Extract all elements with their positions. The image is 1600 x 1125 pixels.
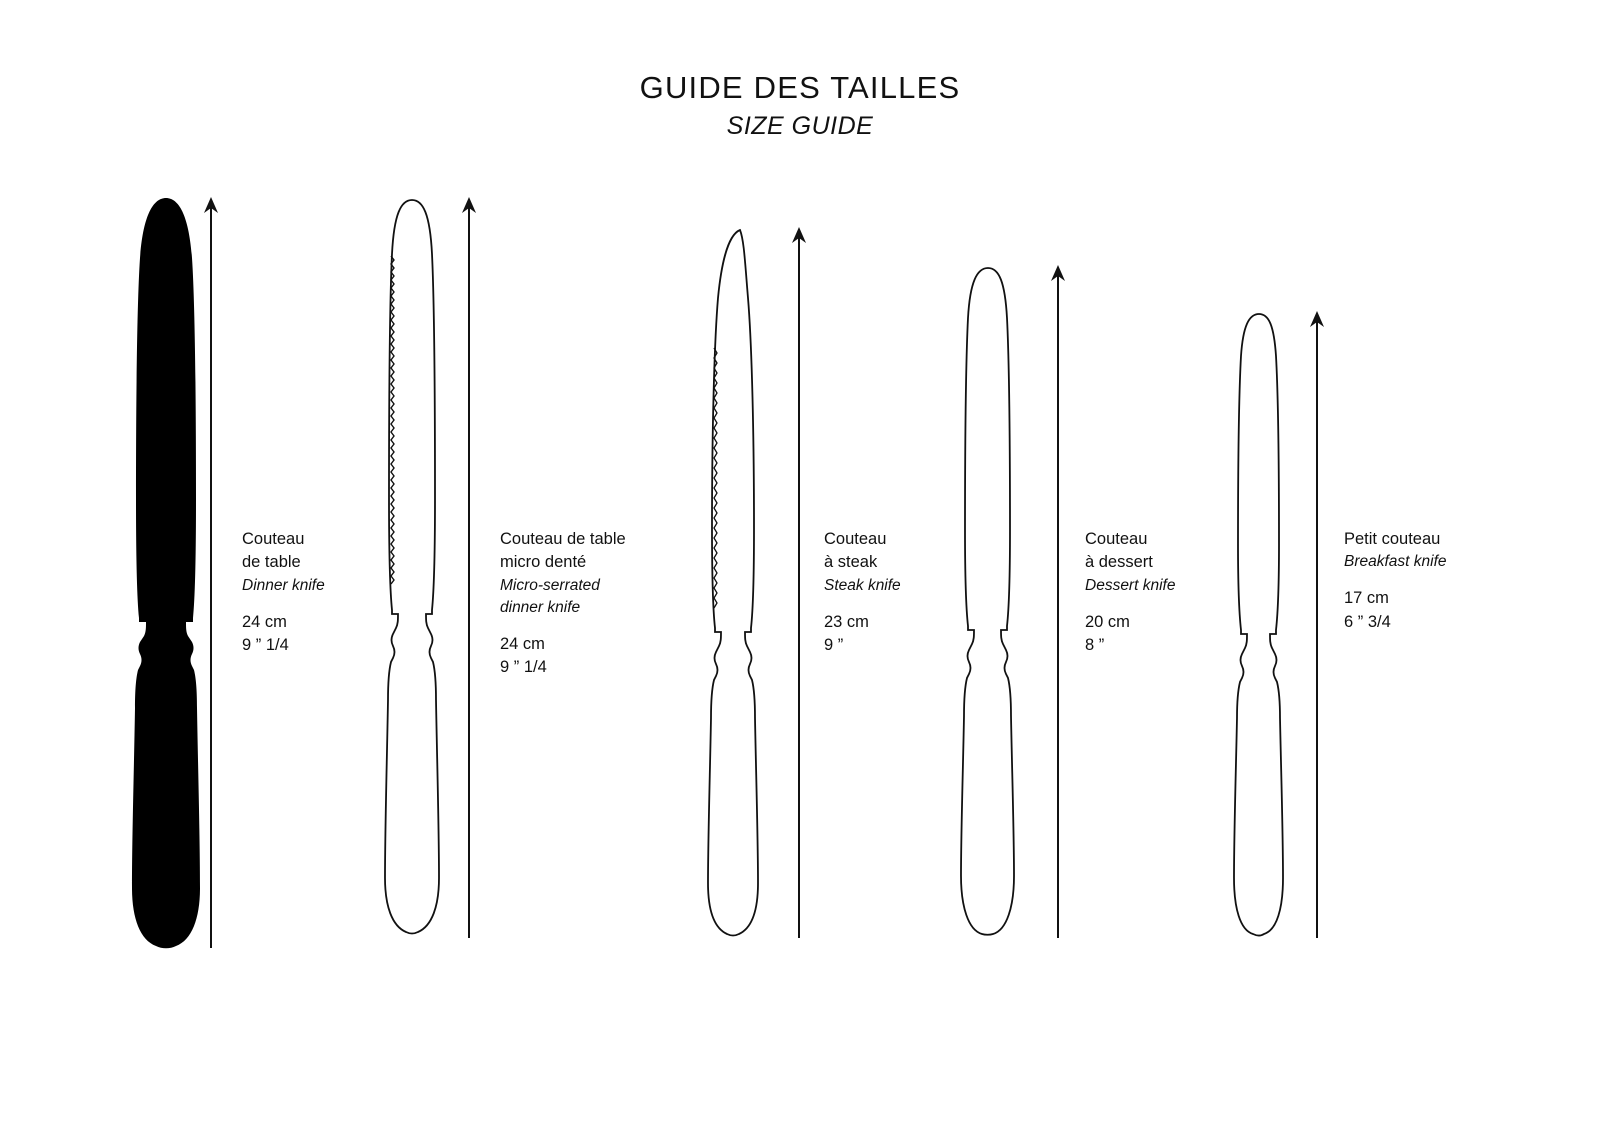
micro-serrated-dinner-knife-illustration — [378, 198, 446, 938]
dessert-knife-caption — [1085, 528, 1175, 658]
dessert-knife-size-cm: 20 cm — [1085, 612, 1130, 631]
micro-serrated-knife-name-fr-line1: Couteau de table — [500, 530, 626, 548]
breakfast-knife-illustration — [1228, 312, 1290, 938]
steak-knife-name-fr-line1: Couteau — [824, 530, 887, 548]
dinner-knife-illustration — [126, 198, 206, 950]
dessert-knife-name-en: Dessert knife — [1085, 576, 1176, 594]
steak-knife-illustration — [700, 228, 768, 938]
steak-knife-measure-arrow — [788, 226, 810, 942]
dinner-knife-name-fr-line2: de table — [242, 553, 301, 572]
page-title-en: SIZE GUIDE — [726, 111, 874, 140]
dessert-knife-name-fr-line1: Couteau — [1085, 530, 1148, 548]
micro-serrated-knife-size-cm: 24 cm — [500, 634, 545, 653]
breakfast-knife-size-cm: 17 cm — [1344, 589, 1389, 608]
breakfast-knife-measure-arrow — [1306, 310, 1328, 942]
steak-knife-name-fr-line2: à steak — [824, 553, 878, 572]
dinner-knife-measure-arrow — [200, 196, 222, 952]
breakfast-knife-name-fr-line1: Petit couteau — [1344, 530, 1441, 548]
steak-knife-name-en: Steak knife — [824, 576, 901, 594]
breakfast-knife-caption — [1344, 528, 1447, 634]
dinner-knife-name-en: Dinner knife — [242, 576, 325, 594]
dinner-knife-size-in: 9 ” 1/4 — [242, 636, 289, 655]
dinner-knife-name-fr-line1: Couteau — [242, 530, 305, 548]
page-title-fr: GUIDE DES TAILLES — [639, 70, 961, 105]
micro-serrated-knife-size-in: 9 ” 1/4 — [500, 658, 547, 677]
micro-serrated-knife-name-fr-line2: micro denté — [500, 553, 587, 572]
micro-serrated-knife-name-en-line2: dinner knife — [500, 598, 581, 616]
dinner-knife-size-cm: 24 cm — [242, 612, 287, 631]
dessert-knife-illustration — [955, 266, 1021, 938]
breakfast-knife-size-in: 6 ” 3/4 — [1344, 612, 1391, 631]
micro-serrated-dinner-knife-caption — [500, 528, 626, 680]
micro-serrated-knife-name-en-line1: Micro-serrated — [500, 576, 600, 594]
dessert-knife-name-fr-line2: à dessert — [1085, 553, 1153, 572]
dessert-knife-size-in: 8 ” — [1085, 636, 1105, 655]
micro-serrated-dinner-knife-measure-arrow — [458, 196, 480, 942]
steak-knife-size-in: 9 ” — [824, 636, 844, 655]
dinner-knife-caption — [242, 528, 325, 658]
dessert-knife-measure-arrow — [1047, 264, 1069, 942]
steak-knife-caption — [824, 528, 901, 658]
breakfast-knife-name-en: Breakfast knife — [1344, 553, 1447, 571]
steak-knife-size-cm: 23 cm — [824, 612, 869, 631]
